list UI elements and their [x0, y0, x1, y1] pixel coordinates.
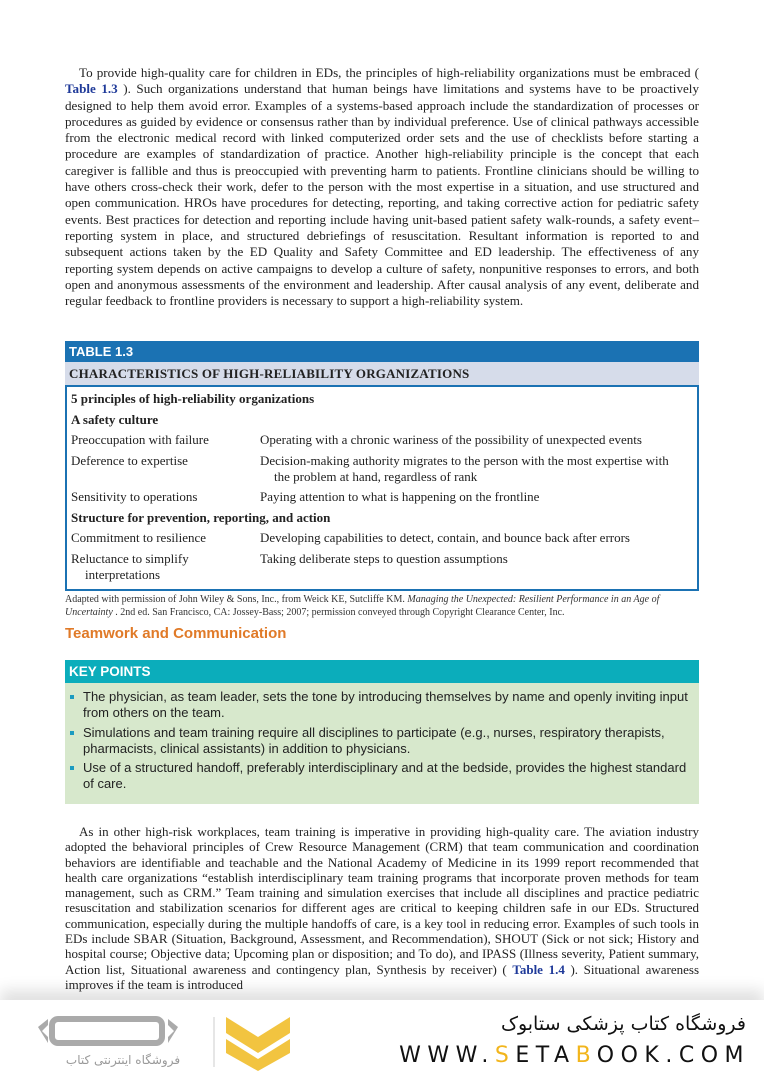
- table-caption: [65, 593, 699, 619]
- table-1-4-link[interactable]: Table 1.4: [512, 961, 565, 977]
- table-title: CHARACTERISTICS OF HIGH-RELIABILITY ORGANIZATIONS: [65, 362, 699, 385]
- table-row: [71, 432, 693, 448]
- list-item-text: Simulations and team training require all disciplines to participate (e.g., nurses, respiratory therapists, pharmacists, clinical assistants) in addition to physicians.: [83, 724, 665, 756]
- row-desc: Decision-making authority migrates to the person with the most expertise with: [260, 452, 669, 468]
- paragraph-text: ). Situational awareness improves if the team is introduced: [65, 961, 700, 992]
- table-row: [71, 489, 693, 505]
- key-points-box: [65, 660, 699, 804]
- row-desc-cell: [260, 453, 693, 485]
- row-term: Commitment to resilience: [71, 530, 207, 545]
- row-term: Sensitivity to operations: [71, 489, 198, 504]
- paragraph-text: As in other high-risk workplaces, team training is imperative in providing high-quality care. The aviation industry adopted the behavioral principles of Crew Resource Management (CRM) that team communication and coordination behaviors are identifiable and teachable and the National Academy of Medicine in its 1999 report recommended that health care organizations “establish interdisciplinary team training programs that incorporate proven methods for team management, such as CRM.” Team training and simulation exercises that include all disciplines and practice pediatric resuscitation and stabilization scenarios for different ages are critical to keeping children safe in our EDs. Structured communication, especially during the multiple handoffs of care, is a key tool in reducing error. Examples of such tools in EDs include SBAR (Situation, Background, Assessment, and Recommendation), SHOUT (Sick or not sick; History and hospital course; Objective data; Upcoming plan or disposition; and To do), and IPASS (Illness severity, Patient summary, Action list, Situational awareness and contingency plan, Synthesis by receiver) (: [65, 824, 699, 977]
- row-term-cont: interpretations: [85, 566, 161, 582]
- caption-text: Adapted with permission of John Wiley & Sons, Inc., from Weick KE, Sutcliffe KM.: [65, 594, 408, 605]
- key-points-list: [65, 683, 699, 804]
- store-name: فروشگاه کتاب پزشکی ستابوک: [500, 1013, 746, 1035]
- url-part: WWW.: [399, 1043, 495, 1068]
- table-section: A safety culture: [71, 411, 159, 427]
- body-paragraph: [65, 824, 699, 992]
- setabook-logo: [28, 1009, 298, 1073]
- row-desc: Paying attention to what is happening on the frontline: [260, 489, 540, 504]
- row-desc-cont: the problem at hand, regardless of rank: [274, 468, 478, 484]
- table-row: [71, 453, 693, 485]
- table-body: [65, 385, 699, 591]
- table-row: [71, 530, 693, 546]
- bullet-icon: [70, 766, 74, 770]
- table-1-3-link[interactable]: Table 1.3: [65, 81, 118, 97]
- url-part: OOK.COM: [596, 1043, 750, 1068]
- watermark-footer: [0, 1000, 764, 1080]
- row-desc: Operating with a chronic wariness of the possibility of unexpected events: [260, 432, 642, 447]
- url-part: B: [575, 1043, 597, 1068]
- body-paragraph: [65, 65, 699, 309]
- caption-text: . 2nd ed. San Francisco, CA: Jossey-Bass; 2007; permission conveyed through Copyright Clearance Center, Inc.: [112, 607, 565, 618]
- table-heading: 5 principles of high-reliability organizations: [71, 391, 315, 406]
- key-points-label: KEY POINTS: [65, 660, 699, 683]
- table-label: TABLE 1.3: [65, 341, 699, 362]
- url-part: ETA: [515, 1043, 576, 1068]
- table-row: [71, 551, 693, 583]
- bullet-icon: [70, 695, 74, 699]
- url-part: S: [494, 1043, 516, 1068]
- row-term: Deference to expertise: [71, 452, 188, 468]
- list-item-text: Use of a structured handoff, preferably interdisciplinary and at the bedside, provides the highest standard of care.: [83, 760, 687, 791]
- row-term: Reluctance to simplify: [71, 550, 189, 566]
- store-url[interactable]: [399, 1043, 750, 1068]
- logo-text: فروشگاه اینترنتی کتاب: [65, 1053, 181, 1067]
- list-item: [69, 689, 691, 721]
- row-term: Preoccupation with failure: [71, 432, 209, 447]
- paragraph-text: ). Such organizations understand that human beings have limitations and systems have to be proactively designed to help them avoid error. Examples of a systems-based approach include the standardization of processes or procedures as guided by evidence or consensus rather than by individual preference. Use of clinical pathways accessible from the electronic medical record with linked computerized order sets and the use of checklists before starting a procedure are examples of standardization of practice. Another high-reliability principle is the concept that each caregiver is fallible and thus is preoccupied with preventing harm to patients. Frontline clinicians should be willing to have others cross-check their work, defer to the person with the most expertise in a situation, and use structured and open communication. HROs have procedures for detecting, reporting, and taking corrective action for pediatric safety events. Best practices for detection and reporting include having unit-based patient safety walk-rounds, a safety event–reporting system in place, and structured debriefings of resuscitation. Resultant information is reported to and subsequent actions taken by the ED Quality and Safety Committee and ED leadership. The effectiveness of any reporting system depends on active campaigns to develop a culture of safety, nonpunitive responses to errors, and both open and anonymous assessments of the environment and leadership. After causal analysis of any event, deliberate and regular feedback to frontline providers is necessary to support a high-reliability system.: [65, 81, 699, 309]
- bullet-icon: [70, 731, 74, 735]
- section-heading: Teamwork and Communication: [65, 625, 287, 642]
- table-1-3: [65, 341, 699, 619]
- row-desc: Taking deliberate steps to question assumptions: [260, 550, 508, 566]
- list-item: [69, 760, 691, 792]
- paragraph-text: To provide high-quality care for children in EDs, the principles of high-reliability organizations must be embraced (: [79, 65, 699, 80]
- caption-book-title: Managing the Unexpected: Resilient Performance in an Age of Uncertainty: [65, 594, 660, 618]
- list-item: [69, 725, 691, 757]
- row-desc: Developing capabilities to detect, contain, and bounce back after errors: [260, 530, 630, 545]
- table-section: Structure for prevention, reporting, and action: [71, 509, 331, 525]
- list-item-text: The physician, as team leader, sets the tone by introducing themselves by name and openly inviting input from others on the team.: [83, 689, 688, 720]
- row-term-cell: [71, 551, 260, 583]
